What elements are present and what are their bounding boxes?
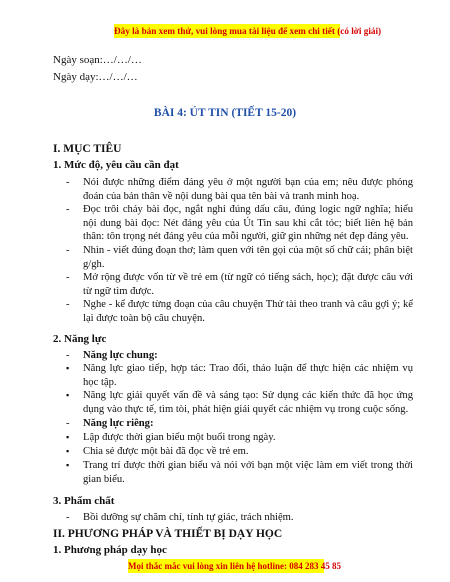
specific-competency-text: Chia sẻ được một bài đã đọc về trẻ em. — [83, 446, 249, 457]
dash-marker: - — [66, 272, 70, 283]
dash-marker: - — [66, 512, 70, 523]
general-competency-subheading — [66, 349, 413, 363]
dash-marker: - — [66, 299, 70, 310]
general-competency-text: Năng lực giao tiếp, hợp tác: Trao đổi, thảo luận để thực hiện các nhiệm vụ học tập. — [83, 363, 413, 388]
competency-heading: 2. Năng lực — [53, 333, 107, 345]
quality-item — [66, 511, 413, 525]
square-bullet-icon: ▪ — [66, 446, 70, 456]
general-competency-label: Năng lực chung: — [83, 350, 158, 361]
section-objectives-heading: I. MỤC TIÊU — [53, 143, 122, 155]
dash-marker: - — [66, 177, 70, 188]
hotline-contact-banner: Mọi thắc mắc vui lòng xin liên hệ hotline: 084 283 45 85 — [128, 561, 342, 571]
specific-competency-item — [66, 445, 413, 459]
dash-marker: - — [66, 204, 70, 215]
requirement-text: Nhìn - viết đúng đoạn thơ; làm quen với tên gọi của một số chữ cái; phân biệt g/gh. — [83, 245, 413, 270]
general-competency-text: Năng lực giải quyết vấn đề và sáng tạo: Sử dụng các kiến thức đã học ứng dụng vào thực tế, tìm tòi, phát hiện giải quyết các nhiệm vụ trong cuộc sống. — [83, 390, 413, 415]
specific-competency-text: Trang trí được thời gian biểu và nói với bạn một việc làm em viết trong thời gian biểu. — [83, 460, 413, 485]
preview-notice-banner: Đây là bản xem thử, vui lòng mua tài liệu để xem chi tiết (có lời giải) — [114, 26, 382, 36]
requirements-heading: 1. Mức độ, yêu cầu cần đạt — [53, 159, 179, 171]
requirement-item — [66, 298, 413, 325]
requirement-item — [66, 271, 413, 298]
specific-competency-subheading — [66, 417, 413, 431]
specific-competency-label: Năng lực riêng: — [83, 418, 154, 429]
requirement-text: Mở rộng được vốn từ về trẻ em (từ ngữ có tiếng sách, học); đặt được câu với từ ngữ tìm được. — [83, 272, 413, 297]
square-bullet-icon: ▪ — [66, 460, 70, 470]
requirement-item — [66, 203, 413, 244]
specific-competency-item — [66, 431, 413, 445]
lesson-title: BÀI 4: ÚT TIN (TIẾT 15-20) — [153, 107, 297, 119]
dash-marker: - — [66, 350, 70, 361]
square-bullet-icon: ▪ — [66, 363, 70, 373]
dash-marker: - — [66, 245, 70, 256]
general-competency-item — [66, 362, 413, 389]
requirement-text: Nói được những điểm đáng yêu ở một người bạn của em; nêu được phỏng đoán của bản thân về nội dung bài qua tên bài và tranh minh hoạ. — [83, 177, 413, 202]
requirement-text: Đọc trôi chảy bài đọc, ngắt nghỉ đúng dấu câu, đúng logic ngữ nghĩa; hiểu nội dung bài đọc: Nét đáng yêu của Út Tin sau khi cắt tóc; biết liên hệ bản thân: tôn trọng nét đáng yêu của mỗi người, giữ gìn những nét đẹp đáng yêu. — [83, 204, 413, 242]
requirement-text: Nghe - kể được từng đoạn của câu chuyện Thử tài theo tranh và câu gợi ý; kể lại được toàn bộ câu chuyện. — [83, 299, 413, 324]
specific-competency-text: Lập được thời gian biểu một buổi trong ngày. — [83, 432, 276, 443]
requirement-item — [66, 176, 413, 203]
square-bullet-icon: ▪ — [66, 390, 70, 400]
quality-heading: 3. Phẩm chất — [53, 495, 115, 507]
teach-date: Ngày dạy:…/…/… — [53, 71, 138, 83]
dash-marker: - — [66, 418, 70, 429]
quality-text: Bồi dưỡng sự chăm chỉ, tính tự giác, trách nhiệm. — [83, 512, 294, 523]
prepare-date: Ngày soạn:…/…/… — [53, 54, 142, 66]
requirement-item — [66, 244, 413, 271]
general-competency-item — [66, 389, 413, 416]
section-methods-heading: II. PHƯƠNG PHÁP VÀ THIẾT BỊ DẠY HỌC — [53, 528, 283, 540]
teaching-method-heading: 1. Phương pháp dạy học — [53, 544, 167, 556]
square-bullet-icon: ▪ — [66, 432, 70, 442]
specific-competency-item — [66, 459, 413, 486]
